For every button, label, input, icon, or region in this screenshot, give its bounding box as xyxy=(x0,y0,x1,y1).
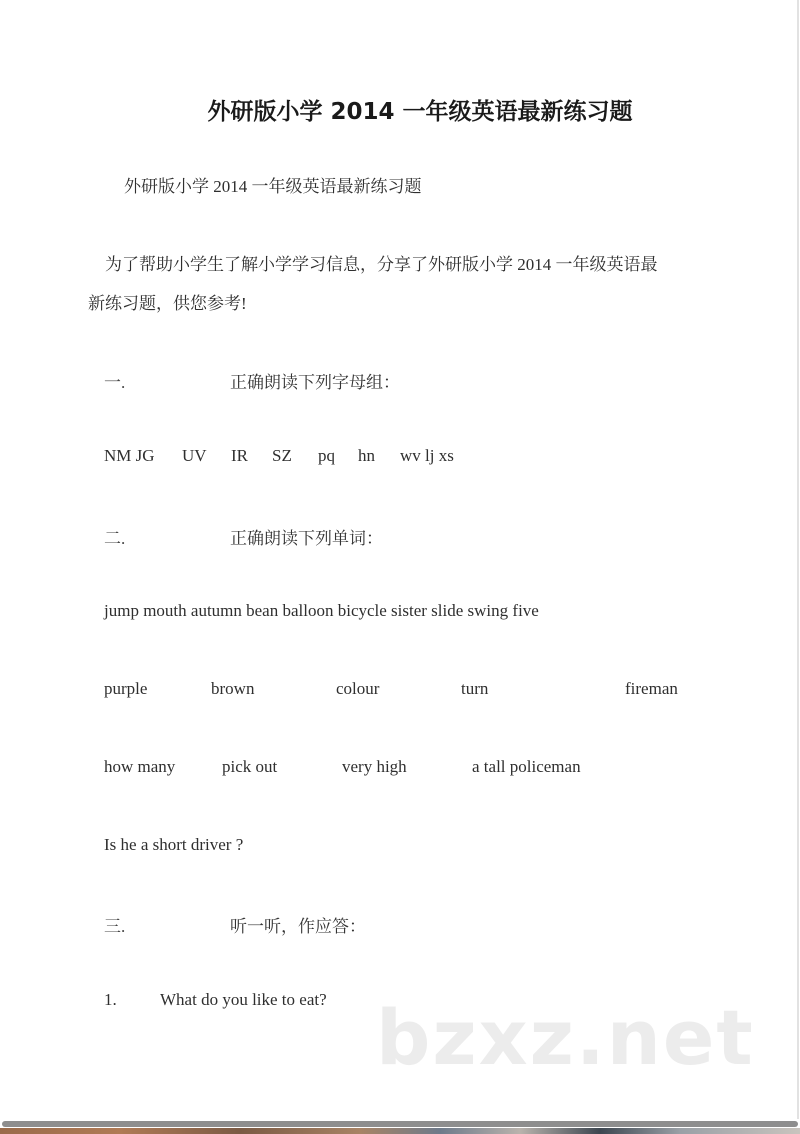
section-1-number: 一. xyxy=(104,373,126,392)
letter-group: NM JG xyxy=(104,446,155,465)
document-title: 外研版小学 2014 一年级英语最新练习题 xyxy=(207,99,633,125)
intro-paragraph-line-1: 为了帮助小学生了解小学学习信息，分享了外研版小学 2014 一年级英语最 xyxy=(105,255,658,274)
letter-group: hn xyxy=(358,446,375,465)
question-number: 1. xyxy=(104,990,117,1009)
section-2-number: 二. xyxy=(104,529,126,548)
letter-group: wv lj xs xyxy=(400,446,454,465)
letter-group: UV xyxy=(182,446,207,465)
watermark: bzxz.net xyxy=(376,993,755,1082)
word-list-line: jump mouth autumn bean balloon bicycle sister slide swing five xyxy=(104,601,539,620)
phrase-item: very high xyxy=(342,757,407,776)
word-item: colour xyxy=(336,679,380,698)
intro-paragraph-line-2: 新练习题，供您参考! xyxy=(88,294,247,313)
section-2-heading: 正确朗读下列单词： xyxy=(230,529,383,548)
word-item: fireman xyxy=(625,679,678,698)
phrase-item: how many xyxy=(104,757,176,776)
letter-group: IR xyxy=(231,446,248,465)
horizontal-scrollbar-thumb[interactable] xyxy=(2,1121,798,1127)
background-photo-strip xyxy=(0,1128,800,1134)
phrase-item: a tall policeman xyxy=(472,757,581,776)
sentence-item: Is he a short driver ? xyxy=(104,835,244,854)
document-subtitle: 外研版小学 2014 一年级英语最新练习题 xyxy=(124,177,422,196)
letter-group: SZ xyxy=(272,446,292,465)
word-item: turn xyxy=(461,679,489,698)
question-text: What do you like to eat? xyxy=(160,990,327,1009)
letter-group: pq xyxy=(318,446,335,465)
section-1-heading: 正确朗读下列字母组： xyxy=(230,373,400,392)
word-item: brown xyxy=(211,679,255,698)
phrase-item: pick out xyxy=(222,757,278,776)
word-item: purple xyxy=(104,679,148,698)
section-3-heading: 听一听，作应答： xyxy=(230,917,366,936)
section-3-number: 三. xyxy=(104,917,126,936)
